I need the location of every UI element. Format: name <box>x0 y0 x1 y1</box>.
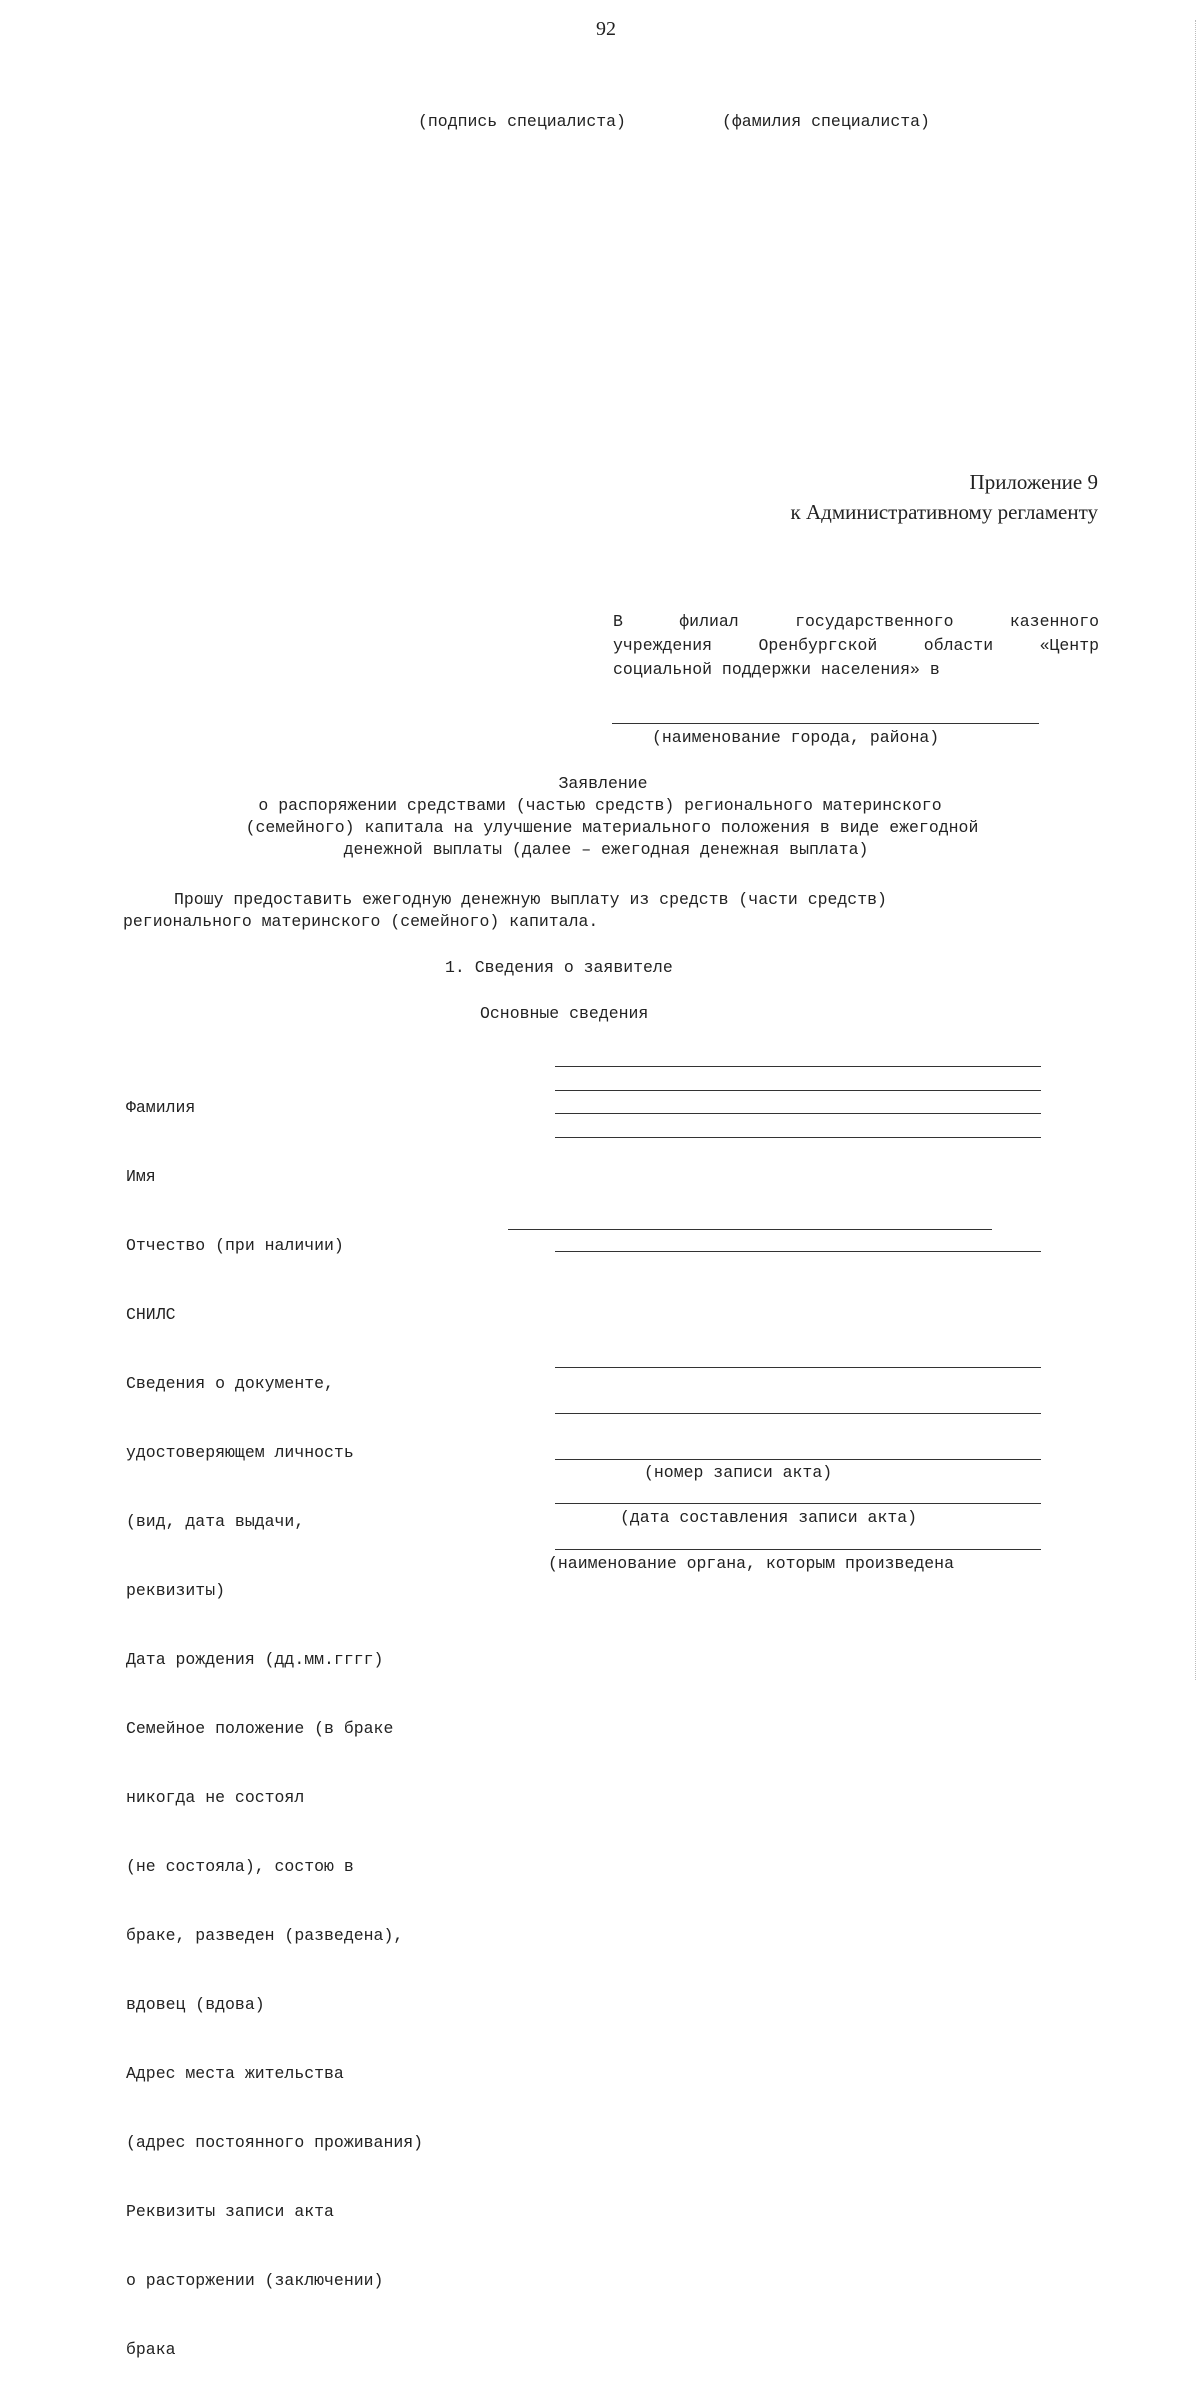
field-label-snils: СНИЛС <box>126 1305 176 1324</box>
field-label-id-document: Сведения о документе, <box>126 1374 334 1393</box>
field-label-id-document: удостоверяющем личность <box>126 1443 354 1462</box>
title-line: денежной выплаты (далее – ежегодная денежная выплата) <box>343 840 869 859</box>
field-label-patronymic: Отчество (при наличии) <box>126 1236 344 1255</box>
field-label-marriage-act: о расторжении (заключении) <box>126 2271 384 2290</box>
addressee-block <box>613 610 1099 682</box>
field-label-name: Имя <box>126 1167 156 1186</box>
section-subheading: Основные сведения <box>480 1004 649 1023</box>
field-label-marriage-act: брака <box>126 2340 176 2359</box>
birth-date-line <box>555 1251 1041 1252</box>
city-caption: (наименование города, района) <box>652 728 940 747</box>
title-line: о распоряжении средствами (частью средств) регионального материнского <box>258 796 942 815</box>
field-label-id-document: реквизиты) <box>126 1581 226 1600</box>
title-line: (семейного) капитала на улучшение материального положения в виде ежегодной <box>245 818 979 837</box>
field-label-marriage-act: Реквизиты записи акта <box>126 2202 334 2221</box>
addressee-line: социальной поддержки населения» в <box>613 660 940 679</box>
request-text: регионального материнского (семейного) капитала. <box>123 912 599 931</box>
addressee-line: учреждения Оренбургской области «Центр <box>613 636 1099 655</box>
field-label-marital-status: никогда не состоял <box>126 1788 305 1807</box>
surname-line <box>555 1066 1041 1067</box>
addressee-line: В филиал государственного казенного <box>613 612 1099 631</box>
field-label-marital-status: (не состояла), состою в <box>126 1857 354 1876</box>
page-number: 92 <box>596 18 616 40</box>
field-label-marital-status: Семейное положение (в браке <box>126 1719 394 1738</box>
marital-status-line <box>555 1367 1041 1368</box>
section-heading: 1. Сведения о заявителе <box>445 958 673 977</box>
act-date-line <box>555 1503 1041 1504</box>
signature-caption: (подпись специалиста) <box>418 112 626 131</box>
act-number-line <box>555 1459 1041 1460</box>
patronymic-line <box>555 1113 1041 1114</box>
appendix-reference: к Административному регламенту <box>790 500 1098 524</box>
request-text: Прошу предоставить ежегодную денежную выплату из средств (части средств) <box>174 890 887 909</box>
field-label-birth-date: Дата рождения (дд.мм.гггг) <box>126 1650 384 1669</box>
city-line <box>612 723 1039 724</box>
surname-caption: (фамилия специалиста) <box>722 112 930 131</box>
act-authority-line <box>555 1549 1041 1550</box>
snils-line <box>555 1137 1041 1138</box>
field-label-address: (адрес постоянного проживания) <box>126 2133 424 2152</box>
field-label-marital-status: вдовец (вдова) <box>126 1995 265 2014</box>
appendix-number: Приложение 9 <box>969 470 1098 494</box>
field-label-id-document: (вид, дата выдачи, <box>126 1512 305 1531</box>
act-authority-caption: (наименование органа, которым произведена <box>548 1554 954 1573</box>
id-document-line <box>508 1229 992 1230</box>
field-label-marital-status: браке, разведен (разведена), <box>126 1926 404 1945</box>
field-label-surname: Фамилия <box>126 1098 196 1117</box>
address-line <box>555 1413 1041 1414</box>
act-number-caption: (номер записи акта) <box>644 1463 833 1482</box>
act-date-caption: (дата составления записи акта) <box>620 1508 918 1527</box>
document-title: Заявление <box>558 774 648 793</box>
applicant-fields-labels <box>126 1050 423 2384</box>
field-label-address: Адрес места жительства <box>126 2064 344 2083</box>
name-line <box>555 1090 1041 1091</box>
